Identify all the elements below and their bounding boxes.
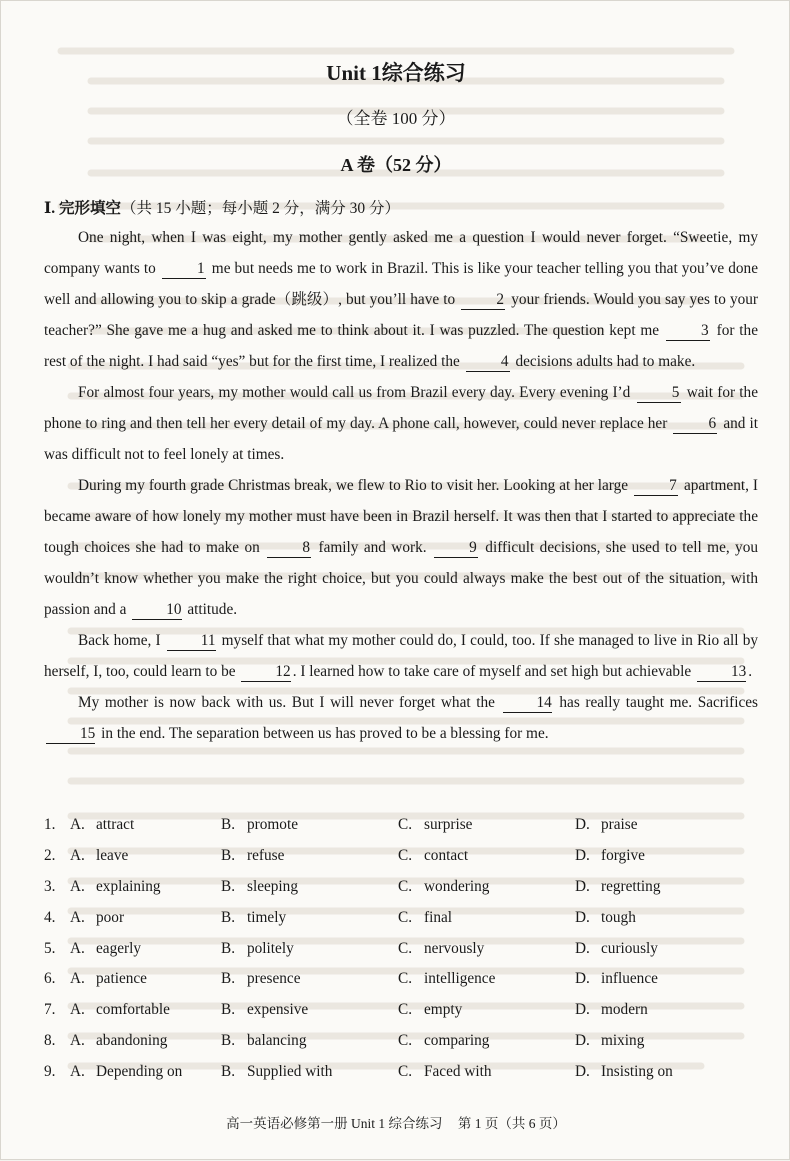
option-letter: D. [575,877,590,895]
option-letter: B. [221,908,236,926]
option-letter: B. [221,939,236,957]
option-text: curiously [601,939,658,957]
option-text: comfortable [96,1001,170,1019]
option-text: comparing [424,1031,490,1049]
option-text: surprise [424,816,473,834]
passage-text: apartment, I became aware of how lonely my mother must have been in Brazil herself. It was then that I started to appreciate the tough choices she had to make on [44,477,758,556]
option-b [221,1001,398,1019]
option-text: modern [601,1001,648,1019]
option-c [398,816,575,834]
option-text: politely [247,939,294,957]
option-text: Insisting on [601,1062,673,1080]
option-row [44,1026,758,1057]
option-text: forgive [601,847,645,865]
footer-book-title: 高一英语必修第一册 Unit 1 综合练习 [226,1116,443,1131]
passage-text: For almost four years, my mother would call us from Brazil every day. Every evening I’d [78,384,635,401]
option-text: regretting [601,877,661,895]
option-a [70,1032,221,1050]
option-letter: D. [575,816,590,834]
option-letter: C. [398,908,413,926]
option-row [44,1056,758,1087]
option-c [398,1063,575,1081]
option-text: poor [96,908,125,926]
passage-text: decisions adults had to make. [511,353,696,370]
section-heading [44,196,400,218]
passage-paragraph [44,470,758,625]
cloze-blank: 3 [666,322,710,341]
option-b [221,847,398,865]
question-number: 8. [44,1031,56,1049]
option-text: eagerly [96,939,142,957]
cloze-blank: 6 [673,415,717,434]
option-c [398,909,575,927]
option-text: Depending on [96,1062,183,1080]
option-letter: A. [70,847,85,865]
option-b [221,970,398,988]
option-text: refuse [247,847,285,865]
option-c [398,878,575,896]
option-text: Supplied with [247,1062,333,1080]
option-text: empty [424,1001,463,1019]
option-row [44,964,758,995]
question-number: 4. [44,908,56,926]
option-letter: C. [398,1001,413,1019]
question-number: 7. [44,1001,56,1019]
option-letter: A. [70,816,85,834]
cloze-blank: 13 [697,663,746,682]
option-a [70,970,221,988]
option-text: explaining [96,877,161,895]
option-letter: C. [398,939,413,957]
option-letter: A. [70,1031,85,1049]
option-d [575,816,755,834]
option-letter: A. [70,939,85,957]
cloze-blank: 7 [634,477,678,496]
option-letter: C. [398,816,413,834]
option-text: praise [601,816,638,834]
option-b [221,1063,398,1081]
option-d [575,1032,755,1050]
passage-text: My mother is now back with us. But I will never forget what the [78,694,501,711]
option-letter: D. [575,1031,590,1049]
option-text: wondering [424,877,490,895]
cloze-blank: 10 [132,601,181,620]
option-row [44,872,758,903]
option-row [44,995,758,1026]
option-d [575,847,755,865]
option-c [398,940,575,958]
passage-text: wait for the phone to ring and then tell her every detail of my day. A phone call, however, could never replace her [44,384,758,432]
cloze-blank: 9 [434,539,478,558]
option-text: Faced with [424,1062,492,1080]
option-a [70,909,221,927]
option-letter: A. [70,877,85,895]
option-d [575,878,755,896]
option-letter: C. [398,847,413,865]
cloze-passage [44,222,758,749]
question-number: 2. [44,847,56,865]
option-letter: C. [398,877,413,895]
passage-text: difficult decisions, she used to tell me, you wouldn’t know whether you make the right choice, but you could always make the best out of the situation, with passion and a [44,539,759,618]
option-d [575,970,755,988]
option-letter: B. [221,816,236,834]
passage-text: has really taught me. Sacrifices [553,694,759,711]
option-text: patience [96,970,147,988]
option-text: nervously [424,939,485,957]
section-title: Ⅰ. 完形填空 [44,200,122,217]
option-text: expensive [247,1001,309,1019]
cloze-blank: 2 [461,291,505,310]
option-letter: B. [221,1062,236,1080]
passage-text: me but needs me to work in Brazil. This is like your teacher telling you that you’ve done well and allowing you to skip a grade（跳级）, but you’ll have to [44,260,758,308]
option-letter: B. [221,1031,236,1049]
passage-text: . [748,663,753,680]
option-letter: A. [70,908,85,926]
option-row [44,841,758,872]
passage-paragraph [44,377,758,470]
option-row [44,902,758,933]
option-b [221,940,398,958]
passage-text: in the end. The separation between us has proved to be a blessing for me. [97,725,549,742]
cloze-blank: 12 [241,663,290,682]
option-letter: B. [221,970,236,988]
option-text: tough [601,908,636,926]
page-title: Unit 1综合练习 [326,61,466,85]
footer-page-number: 第 1 页（共 6 页） [457,1116,566,1131]
passage-text: attitude. [183,601,238,618]
option-letter: A. [70,1062,85,1080]
passage-text: and it was difficult not to feel lonely at times. [44,415,758,463]
option-letter: A. [70,970,85,988]
option-b [221,909,398,927]
option-c [398,1001,575,1019]
option-b [221,878,398,896]
question-number: 9. [44,1062,56,1080]
option-letter: D. [575,908,590,926]
option-letter: D. [575,847,590,865]
option-letter: B. [221,847,236,865]
option-text: final [424,908,453,926]
cloze-blank: 4 [466,353,510,372]
cloze-blank: 5 [637,384,681,403]
question-number: 5. [44,939,56,957]
question-number: 6. [44,970,56,988]
option-d [575,1001,755,1019]
option-text: contact [424,847,469,865]
option-letter: C. [398,1062,413,1080]
passage-text: for the rest of the night. I had said “yes” but for the first time, I realized the [44,322,758,370]
option-d [575,1063,755,1081]
cloze-blank: 15 [46,725,95,744]
option-c [398,970,575,988]
option-a [70,940,221,958]
option-a [70,816,221,834]
option-text: abandoning [96,1031,168,1049]
passage-paragraph [44,625,758,687]
option-text: attract [96,816,135,834]
passage-paragraph [44,222,758,377]
option-a [70,847,221,865]
option-letter: C. [398,1031,413,1049]
option-text: balancing [247,1031,307,1049]
cloze-blank: 8 [267,539,311,558]
passage-text: Back home, I [78,632,165,649]
passage-text: your friends. Would you say yes to your teacher?” She gave me a hug and asked me to think about it. I was puzzled. The question kept me [44,291,758,339]
option-letter: A. [70,1001,85,1019]
option-letter: D. [575,970,590,988]
option-text: sleeping [247,877,298,895]
option-d [575,909,755,927]
option-a [70,1063,221,1081]
option-a [70,878,221,896]
option-letter: B. [221,1001,236,1019]
option-d [575,940,755,958]
cloze-blank: 1 [162,260,206,279]
total-score: （全卷 100 分） [336,109,456,128]
question-number: 1. [44,816,56,834]
question-number: 3. [44,877,56,895]
option-c [398,1032,575,1050]
option-text: timely [247,908,287,926]
section-instructions: （共 15 小题；每小题 2 分，满分 30 分） [121,200,401,217]
part-heading: A 卷（52 分） [340,155,452,175]
page-footer [1,1112,790,1132]
answer-options [44,810,758,1087]
option-text: influence [601,970,658,988]
option-letter: B. [221,877,236,895]
option-text: mixing [601,1031,645,1049]
option-letter: D. [575,1062,590,1080]
passage-text: One night, when I was eight, my mother gently asked me a question I would never forget. “Sweetie, my company wants to [44,229,758,277]
option-row [44,933,758,964]
passage-text: During my fourth grade Christmas break, we flew to Rio to visit her. Looking at her large [78,477,632,494]
option-letter: D. [575,1001,590,1019]
option-c [398,847,575,865]
option-a [70,1001,221,1019]
option-b [221,816,398,834]
cloze-blank: 14 [503,694,552,713]
option-letter: C. [398,970,413,988]
option-text: intelligence [424,970,496,988]
option-letter: D. [575,939,590,957]
option-row [44,810,758,841]
cloze-blank: 11 [167,632,216,651]
option-b [221,1032,398,1050]
option-text: presence [247,970,301,988]
passage-text: family and work. [313,539,432,556]
passage-text: . I learned how to take care of myself and set high but achievable [292,663,695,680]
option-text: promote [247,816,298,834]
option-text: leave [96,847,129,865]
passage-text: myself that what my mother could do, I could, too. If she managed to live in Rio all by herself, I, too, could learn to be [44,632,758,680]
passage-paragraph [44,687,758,749]
